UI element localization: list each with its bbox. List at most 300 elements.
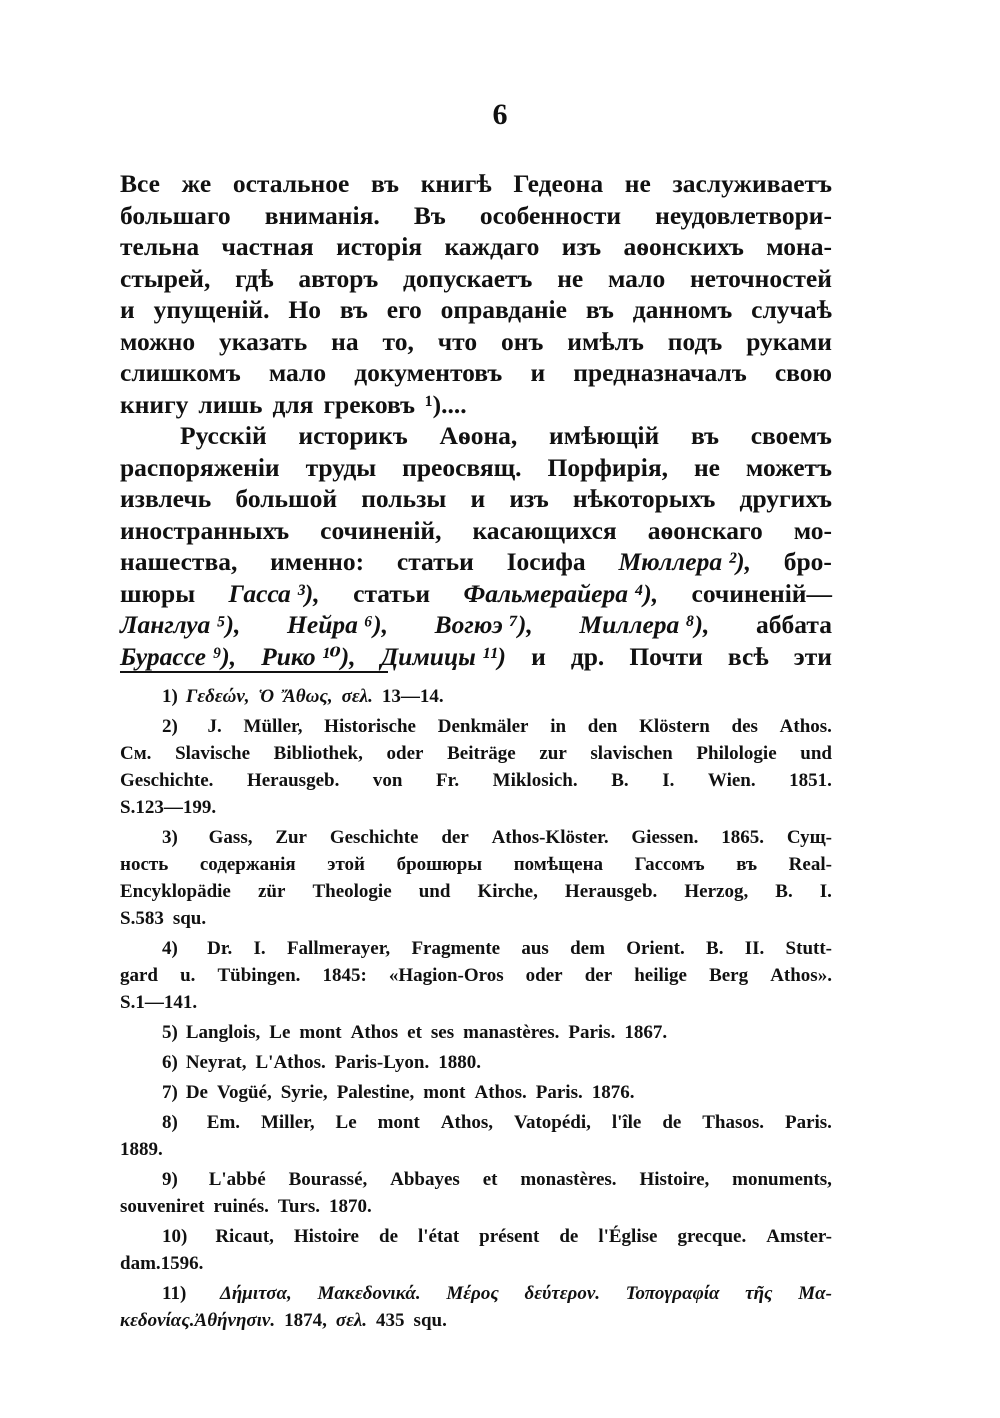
word: Müller,	[243, 716, 303, 737]
word: des	[731, 716, 758, 737]
word: oder	[386, 743, 424, 764]
footnote	[120, 1049, 832, 1076]
word: Bourassé,	[288, 1169, 368, 1190]
footnote-number: 5)	[162, 1022, 178, 1043]
word: dem	[570, 938, 605, 959]
word: допускаетъ	[403, 263, 533, 293]
word: См.	[120, 743, 152, 764]
word: σελ.	[341, 686, 373, 707]
word: Почти	[629, 641, 703, 671]
word: сочиненій—	[691, 578, 832, 608]
word: dam.	[120, 1253, 161, 1274]
word: Berg	[709, 965, 749, 986]
word: и	[120, 295, 135, 324]
word: gard	[120, 965, 158, 986]
footnote-line	[120, 824, 832, 851]
word: изъ	[561, 232, 602, 261]
word: Фальмерайера ⁴),	[463, 578, 659, 608]
footnote	[120, 683, 832, 710]
word: grecque.	[677, 1226, 747, 1247]
word: Русскій	[180, 421, 267, 450]
word: Denkmäler	[437, 716, 529, 737]
word: имѣющій	[549, 421, 660, 450]
word: B.	[706, 938, 724, 959]
footnote-separator-rule	[120, 671, 388, 673]
word: подъ	[667, 326, 723, 356]
word: 1889.	[120, 1139, 163, 1160]
text-line	[120, 515, 832, 547]
text-line	[120, 263, 832, 295]
word: L'abbé	[208, 1169, 266, 1190]
text-line	[120, 389, 832, 421]
word: Ἀθήνησιν.	[194, 1310, 276, 1331]
word: статьи	[353, 578, 431, 608]
word: τῆς	[745, 1283, 773, 1304]
word: мало	[607, 263, 666, 293]
footnote-line	[120, 1079, 832, 1106]
word: Encyklopädie	[120, 881, 231, 902]
main-text	[120, 168, 832, 672]
footnote-line	[120, 794, 832, 821]
word: «Hagion-Oros	[388, 965, 504, 986]
word: содержанія	[199, 854, 296, 875]
word: въ	[585, 295, 614, 324]
word: Gass,	[208, 827, 253, 848]
word: souvenir	[120, 1196, 190, 1217]
word: данномъ	[632, 295, 733, 324]
word: 1867.	[624, 1022, 668, 1043]
word: Historische	[324, 716, 416, 737]
word: et	[189, 1196, 205, 1217]
word: случаѣ	[751, 295, 832, 324]
footnote-number: 11)	[162, 1283, 187, 1304]
footnote	[120, 824, 832, 932]
footnote-line	[120, 878, 832, 905]
word: Ланглуа ⁵),	[120, 610, 241, 639]
word: Orient.	[626, 938, 685, 959]
word: можетъ	[745, 452, 832, 482]
word: squ.	[172, 908, 207, 929]
footnote	[120, 1280, 832, 1334]
word: Real-	[788, 854, 832, 875]
word: I.	[819, 881, 832, 902]
word: эти	[793, 641, 832, 671]
footnote-number: 7)	[162, 1082, 178, 1103]
word: mont	[423, 1082, 466, 1103]
word: извлечь	[120, 484, 212, 513]
footnote-number: 2)	[162, 716, 178, 737]
word: книгу	[120, 389, 189, 419]
word: особенности	[479, 200, 622, 230]
word: 123—199.	[135, 797, 217, 818]
footnote	[120, 935, 832, 1016]
footnote-number: 3)	[162, 827, 178, 848]
word: Philologie	[696, 743, 777, 764]
word: Нейра ⁶),	[287, 610, 388, 639]
word: Theologie	[312, 881, 392, 902]
footnote-number: 9)	[162, 1169, 178, 1190]
word: manastères.	[463, 1022, 560, 1043]
word: большаго	[120, 200, 231, 230]
word: B.	[775, 881, 793, 902]
word: Bibliothek,	[273, 743, 363, 764]
word: Ἄθως,	[283, 686, 333, 707]
word: Аѳона,	[439, 421, 518, 450]
word: что	[437, 326, 478, 356]
word: авторъ	[298, 263, 379, 293]
word: squ.	[413, 1310, 447, 1331]
word: Turs.	[277, 1196, 320, 1217]
text-line	[120, 357, 832, 389]
word: Μέρος	[446, 1283, 499, 1304]
word: бро-	[783, 547, 832, 576]
word: Paris-Lyon.	[334, 1052, 430, 1073]
word: Athos	[350, 1022, 399, 1043]
word: оправданіе	[440, 295, 567, 324]
footnote-number: 4)	[162, 938, 178, 959]
word: 1876.	[591, 1082, 635, 1103]
word: Fr.	[436, 770, 460, 791]
word: Geschichte	[329, 827, 419, 848]
word: S.	[120, 992, 136, 1013]
word: Мюллера ²),	[618, 547, 751, 576]
word: Miklosich.	[492, 770, 578, 791]
word: не	[624, 169, 651, 198]
footnote-line	[120, 1109, 832, 1136]
word: Сущ-	[786, 827, 832, 848]
word: Slavische	[175, 743, 251, 764]
word: présent	[479, 1226, 540, 1247]
word: на	[331, 326, 359, 356]
word: Geschichte.	[120, 770, 214, 791]
footnote-line	[120, 851, 832, 878]
word: Neyrat,	[185, 1052, 247, 1073]
text-line	[120, 578, 832, 610]
word: труды	[305, 452, 377, 482]
word: Гедеона	[513, 169, 604, 198]
word: всѣ	[727, 641, 769, 671]
word: этой	[327, 854, 365, 875]
text-line	[120, 420, 832, 452]
word: остальное	[232, 169, 350, 198]
word: статьи	[396, 547, 474, 576]
text-line	[120, 294, 832, 326]
word: l'état	[418, 1226, 460, 1247]
word: Гассомъ	[634, 854, 705, 875]
word: Ricaut,	[215, 1226, 274, 1247]
word: же	[181, 169, 212, 198]
word: Μα-	[798, 1283, 832, 1304]
word: 435	[376, 1310, 405, 1331]
word: δεύτερον.	[524, 1283, 600, 1304]
word: De	[185, 1082, 208, 1103]
word: аѳонскихъ	[623, 232, 744, 261]
word: неточностей	[689, 263, 832, 293]
word: мало	[268, 358, 327, 387]
word: онъ	[501, 326, 544, 356]
word: ¹)....	[425, 389, 467, 419]
word: Miller,	[260, 1112, 315, 1133]
word: касающихся	[472, 515, 617, 545]
word: oder	[525, 965, 563, 986]
word: Herausgeb.	[564, 881, 658, 902]
word: II.	[744, 938, 765, 959]
word: иностранныхъ	[120, 515, 290, 545]
word: въ	[371, 169, 400, 198]
word: Μακεδονικά.	[317, 1283, 421, 1304]
footnote-line	[120, 740, 832, 767]
word: и	[530, 358, 546, 387]
word: Paris.	[535, 1082, 583, 1103]
word: 1874,	[284, 1310, 327, 1331]
word: Wien.	[707, 770, 756, 791]
word: Histoire	[293, 1226, 359, 1247]
word: 1845:	[322, 965, 367, 986]
word: шюры	[120, 578, 196, 608]
word: упущеній.	[153, 295, 270, 324]
word: et	[482, 1169, 498, 1190]
word: аѳонскаго	[647, 515, 763, 545]
footnote	[120, 1223, 832, 1277]
word: именно:	[270, 547, 365, 576]
word: Все	[120, 169, 160, 198]
word: Em.	[206, 1112, 241, 1133]
footnote-line	[120, 1136, 832, 1163]
word: мо-	[793, 515, 832, 545]
word: Athos,	[440, 1112, 494, 1133]
word: Le	[335, 1112, 357, 1133]
word: Stutt-	[785, 938, 832, 959]
word: Гасса ³),	[228, 578, 320, 608]
word: ses	[430, 1022, 455, 1043]
word: Paris.	[784, 1112, 832, 1133]
word: 1851.	[789, 770, 832, 791]
footnote-line	[120, 767, 832, 794]
word: Athos.	[779, 716, 832, 737]
word: B.	[611, 770, 629, 791]
word: въ	[339, 295, 368, 324]
word: каждаго	[444, 232, 540, 261]
word: von	[372, 770, 403, 791]
footnote-line	[120, 1223, 832, 1250]
word: in	[550, 716, 567, 737]
word: Fallmerayer,	[286, 938, 391, 959]
word: заслуживаетъ	[672, 169, 832, 198]
word: κεδονίας.	[120, 1310, 195, 1331]
word: Amster-	[766, 1226, 832, 1247]
word: Δήμιτσα,	[219, 1283, 292, 1304]
word: S.	[120, 797, 136, 818]
word: heilige	[634, 965, 687, 986]
word: неудовлетвори-	[655, 200, 832, 230]
word: zur	[539, 743, 567, 764]
word: und	[800, 743, 832, 764]
word: большой	[235, 484, 338, 513]
word: l'Église	[598, 1226, 658, 1247]
word: Athos.	[474, 1082, 527, 1103]
footnote-line	[120, 1019, 832, 1046]
word: Histoire,	[639, 1169, 710, 1190]
text-line	[120, 231, 832, 263]
word: пользы	[361, 484, 447, 513]
word: mont	[299, 1022, 342, 1043]
text-line	[120, 609, 832, 641]
footnote-line	[120, 1250, 832, 1277]
word: распоряженіи	[120, 452, 280, 482]
text-line	[120, 168, 832, 200]
word: сочиненій,	[320, 515, 442, 545]
word: I.	[662, 770, 675, 791]
word: et	[407, 1022, 422, 1043]
word: 1—141.	[135, 992, 198, 1013]
footnote	[120, 1166, 832, 1220]
footnote-number: 10)	[162, 1226, 188, 1247]
word: 13—14.	[381, 686, 444, 707]
word: Миллера ⁸),	[579, 610, 710, 639]
word: историкъ	[298, 421, 408, 450]
word: можно	[120, 326, 196, 356]
word: σελ.	[335, 1310, 368, 1331]
footnote-number: 1)	[162, 686, 178, 707]
word: исторія	[336, 232, 423, 261]
footnote-line	[120, 1307, 832, 1334]
word: Athos».	[770, 965, 832, 986]
word: der	[441, 827, 469, 848]
text-line	[120, 452, 832, 484]
word: Herausgeb.	[246, 770, 340, 791]
word: частная	[221, 232, 314, 261]
word: 1596.	[160, 1253, 204, 1274]
footnote-line	[120, 935, 832, 962]
word: L'Athos.	[255, 1052, 326, 1073]
word: нашества,	[120, 547, 238, 576]
word: др.	[570, 641, 605, 671]
word: J.	[207, 716, 222, 737]
word: Рико ¹⁰),	[261, 641, 356, 671]
word: изъ	[509, 484, 549, 513]
word: и	[470, 484, 486, 513]
word: стырей,	[120, 263, 211, 293]
word: ruinés.	[213, 1196, 269, 1217]
word: имѣлъ	[567, 326, 644, 356]
word: тельна	[120, 232, 200, 261]
word: Въ	[413, 200, 446, 230]
footnote	[120, 1019, 832, 1046]
word: и	[531, 641, 546, 671]
word: грековъ	[323, 389, 416, 419]
footnote-number: 8)	[162, 1112, 178, 1133]
word: den	[587, 716, 618, 737]
word: Syrie,	[280, 1082, 328, 1103]
word: свою	[774, 358, 832, 387]
word: въ	[690, 421, 719, 450]
word: руками	[746, 326, 832, 356]
footnote-line	[120, 962, 832, 989]
footnote-line	[120, 989, 832, 1016]
word: monastères.	[520, 1169, 617, 1190]
word: Dr.	[207, 938, 233, 959]
word: und	[418, 881, 451, 902]
word: Zur	[275, 827, 307, 848]
word: вниманія.	[264, 200, 380, 230]
footnote-line	[120, 1049, 832, 1076]
word: de	[662, 1112, 682, 1133]
footnote-line	[120, 1166, 832, 1193]
word: указать	[219, 326, 308, 356]
word: aus	[521, 938, 549, 959]
footnote	[120, 1109, 832, 1163]
page-number: 6	[492, 98, 508, 131]
word: Γεδεών,	[185, 686, 250, 707]
word: der	[584, 965, 613, 986]
word: Abbayes	[390, 1169, 460, 1190]
word: Langlois,	[185, 1022, 261, 1043]
footnote-line	[120, 1280, 832, 1307]
word: slavischen	[590, 743, 673, 764]
word: Іосифа	[506, 547, 586, 576]
word: Le	[269, 1022, 291, 1043]
word: нѣкоторыхъ	[572, 484, 716, 513]
word: Димицы ¹¹)	[380, 641, 507, 671]
text-line	[120, 641, 832, 673]
word: monuments,	[732, 1169, 832, 1190]
footnote-line	[120, 713, 832, 740]
text-line	[120, 546, 832, 578]
text-line	[120, 326, 832, 358]
word: въ	[736, 854, 758, 875]
word: S.	[120, 908, 136, 929]
word: не	[693, 452, 720, 482]
word: документовъ	[354, 358, 503, 387]
word: его	[386, 295, 422, 324]
word: de	[379, 1226, 398, 1247]
word: лишь	[198, 389, 263, 419]
footnote	[120, 1079, 832, 1106]
word: предназначалъ	[573, 358, 747, 387]
word: слишкомъ	[120, 358, 241, 387]
footnote-number: 6)	[162, 1052, 178, 1073]
word: не	[557, 263, 584, 293]
word: de	[559, 1226, 579, 1247]
footnote-line	[120, 905, 832, 932]
word: Klöstern	[639, 716, 710, 737]
word: Palestine,	[336, 1082, 415, 1103]
word: I.	[253, 938, 266, 959]
text-line	[120, 483, 832, 515]
word: Tübingen.	[217, 965, 301, 986]
footnote-line	[120, 683, 832, 710]
word: мона-	[766, 232, 832, 261]
word: 583	[135, 908, 164, 929]
word: 1880.	[438, 1052, 481, 1073]
word: Τοπογραφία	[625, 1283, 720, 1304]
word: l'île	[611, 1112, 642, 1133]
word: 1870.	[328, 1196, 372, 1217]
word: Athos-Klöster.	[491, 827, 609, 848]
word: Но	[288, 295, 321, 324]
word: Paris.	[568, 1022, 616, 1043]
word: преосвящ.	[402, 452, 522, 482]
footnote-line	[120, 1193, 832, 1220]
word: то,	[382, 326, 414, 356]
word: Thasos.	[702, 1112, 765, 1133]
word: Vatopédi,	[513, 1112, 591, 1133]
word: Ὁ	[258, 686, 275, 707]
word: своемъ	[750, 421, 832, 450]
word: брошюры	[396, 854, 483, 875]
word: Порфирія,	[547, 452, 669, 482]
word: Вогюэ ⁷),	[434, 610, 533, 639]
